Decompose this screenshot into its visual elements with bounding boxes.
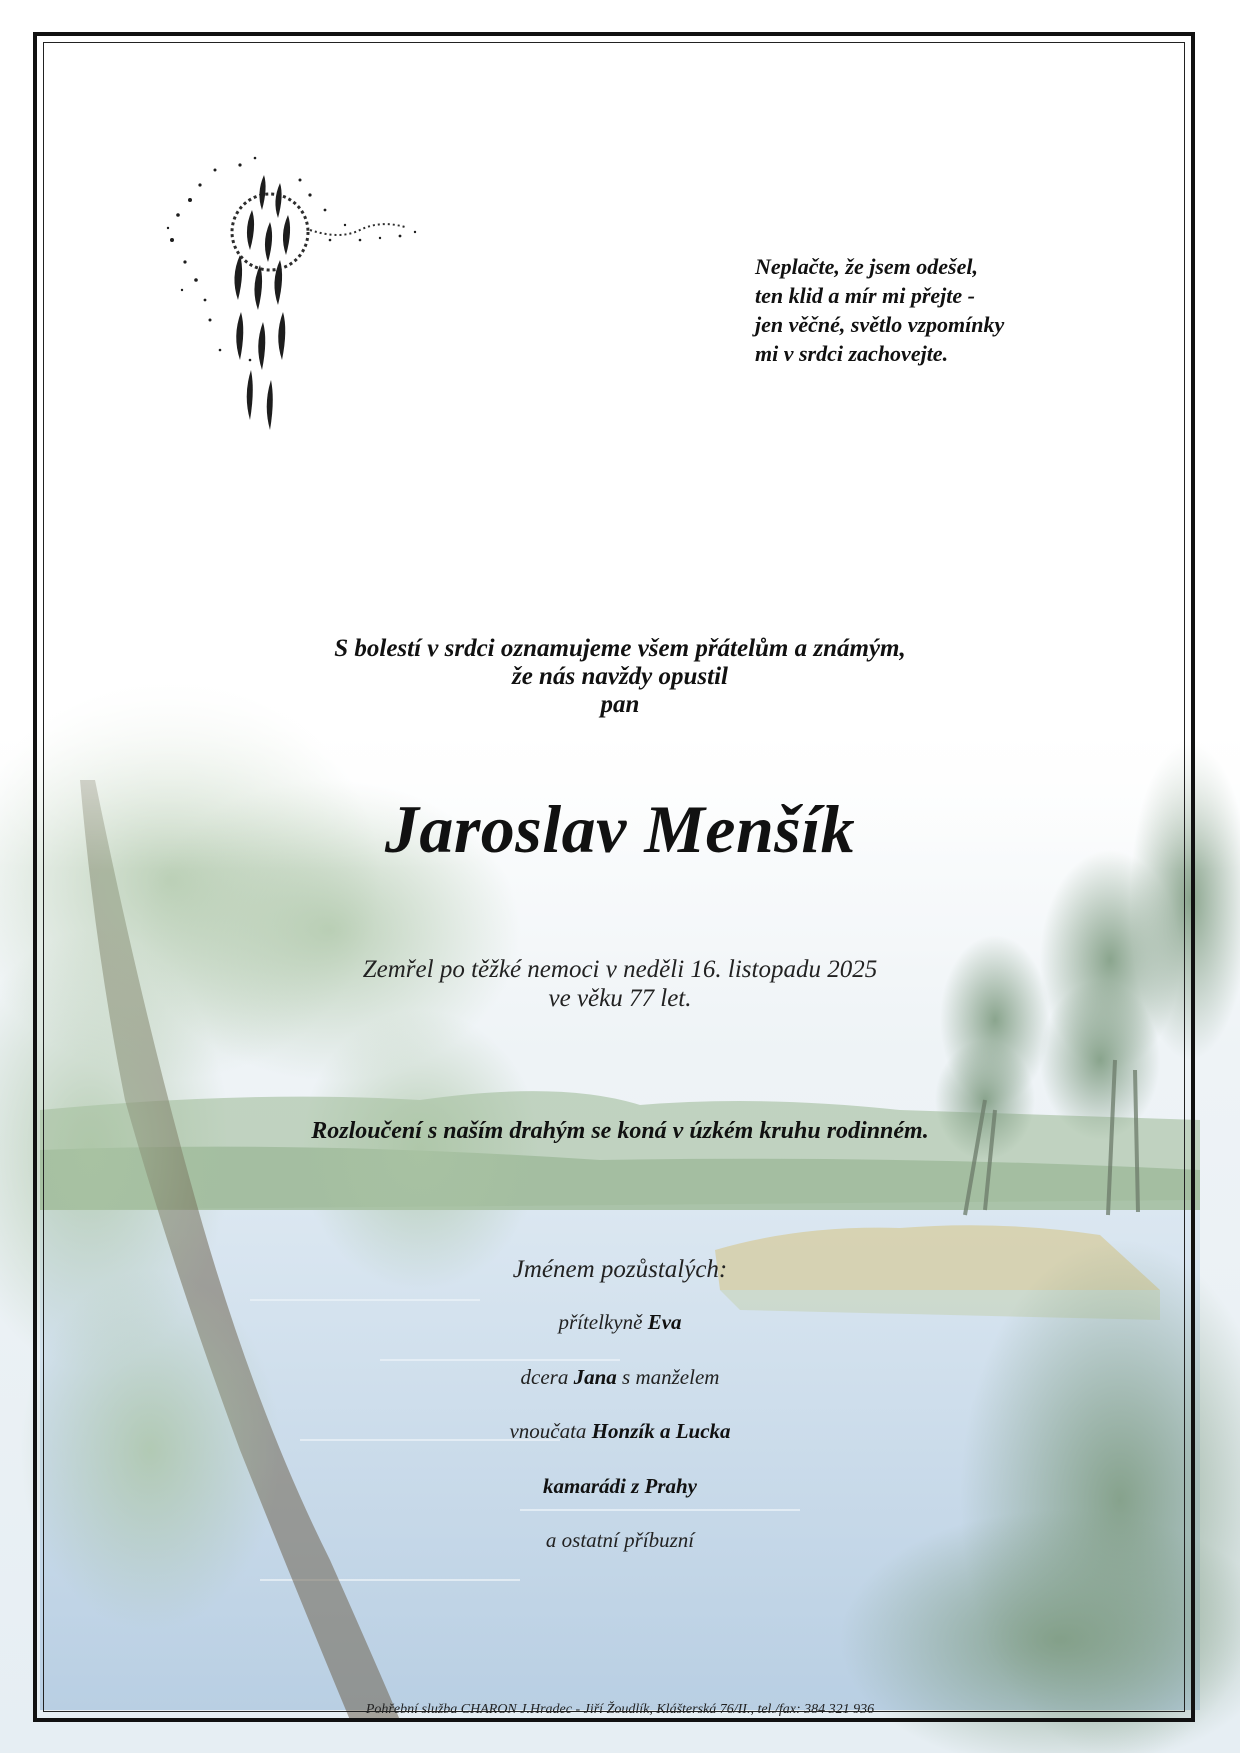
death-info-line: ve věku 77 let. [548, 985, 692, 1012]
mourner-line: přítelkyně Eva [558, 1310, 682, 1334]
memorial-verse [755, 252, 1004, 368]
funeral-service-footer: Pohřební služba CHARON J.Hradec - Jiří Žoudlík, Klášterská 76/II., tel./fax: 384 321 936 [365, 1702, 875, 1717]
mourner-line: kamarádi z Prahy [542, 1474, 697, 1498]
mourner-line: a ostatní příbuzní [545, 1528, 695, 1552]
death-info [0, 955, 1240, 1013]
announcement-line: pan [600, 691, 640, 718]
announcement-line: S bolestí v srdci oznamujeme všem přátelům a známým, [334, 635, 906, 662]
death-info-line: Zemřel po těžké nemoci v neděli 16. listopadu 2025 [362, 956, 878, 983]
verse-line: Neplačte, že jsem odešel, [755, 254, 978, 279]
farewell-notice: Rozloučení s naším drahým se koná v úzkém kruhu rodinném. [311, 1118, 929, 1144]
deceased-name: Jaroslav Menšík [384, 791, 856, 867]
mourner-line: vnoučata Honzík a Lucka [509, 1419, 731, 1443]
announcement-line: že nás navždy opustil [511, 663, 728, 690]
verse-line: jen věčné, světlo vzpomínky [755, 312, 1005, 337]
verse-line: mi v srdci zachovejte. [755, 341, 949, 366]
inner-border-frame [43, 42, 1185, 1712]
announcement [0, 635, 1240, 719]
mourner-line: dcera Jana s manželem [520, 1365, 720, 1389]
on-behalf-heading: Jménem pozůstalých: [512, 1256, 728, 1283]
verse-line: ten klid a mír mi přejte - [755, 283, 975, 308]
